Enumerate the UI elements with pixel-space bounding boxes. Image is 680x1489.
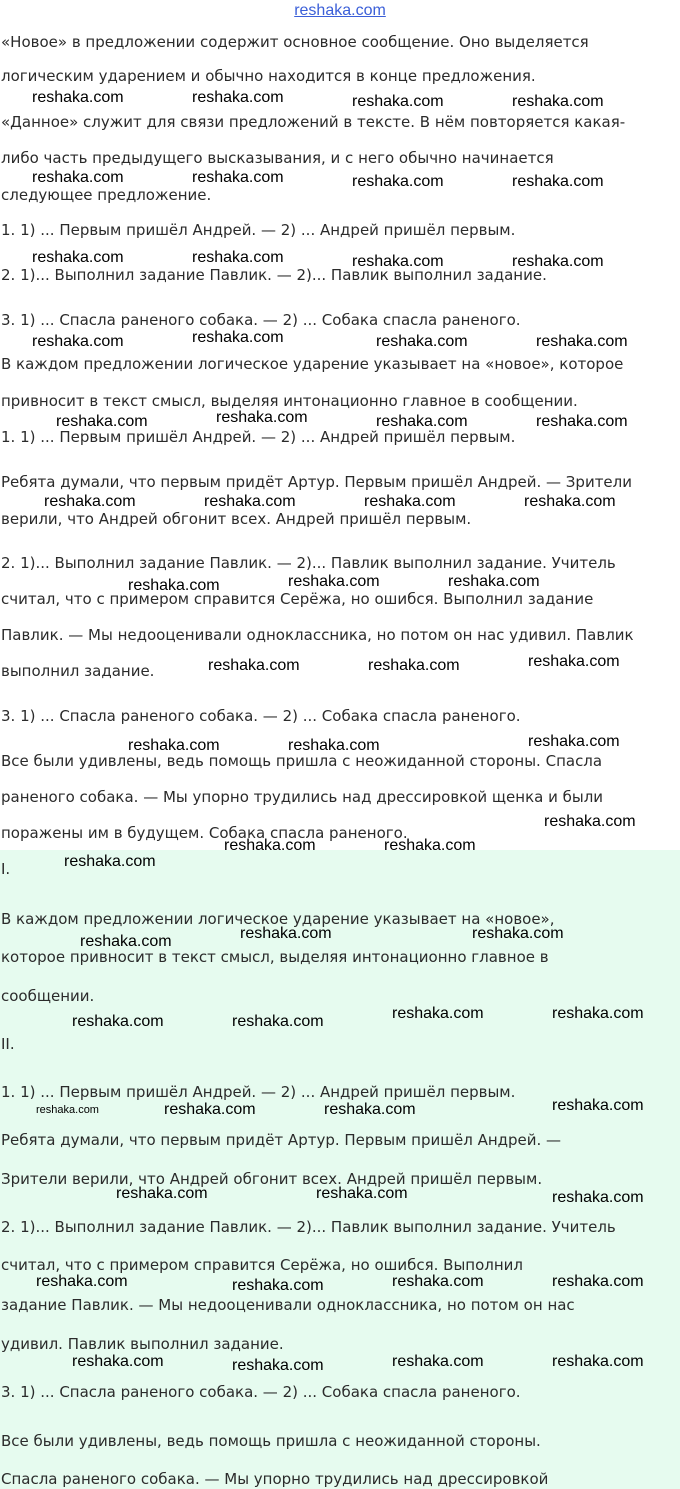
watermark: reshaka.com: [524, 493, 616, 510]
example-line: 2. 1)... Выполнил задание Павлик. — 2)... Павлик выполнил задание.: [1, 266, 547, 284]
answer-line: считал, что с примером справится Серёжа, но ошибся. Выполнил задание: [1, 590, 594, 608]
watermark: reshaka.com: [536, 333, 628, 350]
watermark: reshaka.com: [32, 169, 124, 186]
watermark: reshaka.com: [288, 573, 380, 590]
watermark: reshaka.com: [392, 1005, 484, 1022]
watermark: reshaka.com: [64, 853, 156, 870]
watermark: reshaka.com: [232, 1357, 324, 1374]
watermark: reshaka.com: [224, 837, 316, 854]
solution-line: Ребята думали, что первым придёт Артур. Первым пришёл Андрей. —: [1, 1131, 562, 1149]
watermark: reshaka.com: [204, 493, 296, 510]
theory-line: следующее предложение.: [1, 186, 212, 204]
watermark: reshaka.com: [164, 1101, 256, 1118]
watermark: reshaka.com: [56, 413, 148, 430]
watermark: reshaka.com: [368, 657, 460, 674]
watermark: reshaka.com: [352, 173, 444, 190]
theory-line: либо часть предыдущего высказывания, и с него обычно начинается: [1, 149, 554, 167]
answer-line: Ребята думали, что первым придёт Артур. Первым пришёл Андрей. — Зрители: [1, 473, 632, 491]
watermark: reshaka.com: [36, 1273, 128, 1290]
solution-line: Зрители верили, что Андрей обгонит всех. Андрей пришёл первым.: [1, 1170, 543, 1188]
watermark: reshaka.com: [324, 1101, 416, 1118]
watermark: reshaka.com: [72, 1013, 164, 1030]
solution-line: которое привносит в текст смысл, выделяя интонационно главное в: [1, 948, 549, 966]
watermark: reshaka.com: [544, 813, 636, 830]
watermark: reshaka.com: [512, 253, 604, 270]
watermark: reshaka.com: [192, 169, 284, 186]
watermark: reshaka.com: [192, 249, 284, 266]
watermark: reshaka.com: [552, 1189, 644, 1206]
watermark: reshaka.com: [240, 925, 332, 942]
solution-line: Спасла раненого собака. — Мы упорно трудились над дрессировкой: [1, 1470, 549, 1488]
answer-line: 2. 1)... Выполнил задание Павлик. — 2)... Павлик выполнил задание. Учитель: [1, 554, 616, 572]
answer-line: поражены им в будущем. Собака спасла раненого.: [1, 824, 408, 842]
watermark: reshaka.com: [352, 93, 444, 110]
watermark: reshaka.com: [472, 925, 564, 942]
watermark: reshaka.com: [392, 1353, 484, 1370]
solution-line: 3. 1) ... Спасла раненого собака. — 2) ... Собака спасла раненого.: [1, 1383, 521, 1401]
answer-line: 3. 1) ... Спасла раненого собака. — 2) ... Собака спасла раненого.: [1, 707, 521, 725]
watermark: reshaka.com: [552, 1005, 644, 1022]
solution-part1-label: I.: [1, 860, 11, 878]
explanation-line: В каждом предложении логическое ударение указывает на «новое», которое: [1, 355, 624, 373]
watermark: reshaka.com: [552, 1097, 644, 1114]
watermark: reshaka.com: [528, 733, 620, 750]
watermark: reshaka.com: [216, 409, 308, 426]
theory-line: «Новое» в предложении содержит основное сообщение. Оно выделяется: [1, 33, 589, 51]
solution-line: считал, что с примером справится Серёжа, но ошибся. Выполнил: [1, 1256, 524, 1274]
watermark: reshaka.com: [364, 493, 456, 510]
answer-line: верили, что Андрей обгонит всех. Андрей пришёл первым.: [1, 510, 472, 528]
theory-line: «Данное» служит для связи предложений в тексте. В нём повторяется какая-: [1, 113, 626, 131]
answer-line: Павлик. — Мы недооценивали одноклассника, но потом он нас удивил. Павлик: [1, 626, 634, 644]
example-line: 1. 1) ... Первым пришёл Андрей. — 2) ... Андрей пришёл первым.: [1, 221, 516, 239]
watermark: reshaka.com: [512, 93, 604, 110]
solution-line: В каждом предложении логическое ударение указывает на «новое»,: [1, 910, 555, 928]
watermark: reshaka.com: [192, 89, 284, 106]
solution-line: сообщении.: [1, 987, 95, 1005]
watermark: reshaka.com: [552, 1353, 644, 1370]
watermark: reshaka.com: [536, 413, 628, 430]
watermark: reshaka.com: [512, 173, 604, 190]
site-header-link[interactable]: reshaka.com: [294, 2, 386, 19]
watermark: reshaka.com: [116, 1185, 208, 1202]
watermark: reshaka.com: [80, 933, 172, 950]
answer-line: раненого собака. — Мы упорно трудились над дрессировкой щенка и были: [1, 788, 604, 806]
explanation-line: привносит в текст смысл, выделяя интонационно главное в сообщении.: [1, 392, 578, 410]
watermark: reshaka.com: [392, 1273, 484, 1290]
watermark: reshaka.com: [192, 329, 284, 346]
solution-line: Все были удивлены, ведь помощь пришла с неожиданной стороны.: [1, 1432, 541, 1450]
answer-line: Все были удивлены, ведь помощь пришла с неожиданной стороны. Спасла: [1, 752, 603, 770]
watermark: reshaka.com: [552, 1273, 644, 1290]
watermark: reshaka.com: [232, 1277, 324, 1294]
solution-line: 2. 1)... Выполнил задание Павлик. — 2)... Павлик выполнил задание. Учитель: [1, 1218, 616, 1236]
watermark: reshaka.com: [384, 837, 476, 854]
watermark: reshaka.com: [44, 493, 136, 510]
example-line: 3. 1) ... Спасла раненого собака. — 2) ... Собака спасла раненого.: [1, 311, 521, 329]
watermark: reshaka.com: [72, 1353, 164, 1370]
watermark: reshaka.com: [208, 657, 300, 674]
solution-line: 1. 1) ... Первым пришёл Андрей. — 2) ... Андрей пришёл первым.: [1, 1083, 516, 1101]
watermark: reshaka.com: [528, 653, 620, 670]
solution-line: задание Павлик. — Мы недооценивали одноклассника, но потом он нас: [1, 1296, 575, 1314]
watermark: reshaka.com: [32, 333, 124, 350]
solution-part2-label: II.: [1, 1035, 15, 1053]
answer-line: выполнил задание.: [1, 662, 155, 680]
watermark: reshaka.com: [32, 249, 124, 266]
watermark: reshaka.com: [32, 89, 124, 106]
solution-line: удивил. Павлик выполнил задание.: [1, 1335, 284, 1353]
theory-line: логическим ударением и обычно находится в конце предложения.: [1, 67, 536, 85]
watermark: reshaka.com: [232, 1013, 324, 1030]
answer-line: 1. 1) ... Первым пришёл Андрей. — 2) ... Андрей пришёл первым.: [1, 428, 516, 446]
watermark: reshaka.com: [288, 737, 380, 754]
watermark: reshaka.com: [376, 413, 468, 430]
watermark: reshaka.com: [376, 333, 468, 350]
watermark: reshaka.com: [128, 577, 220, 594]
watermark: reshaka.com: [36, 1104, 99, 1116]
watermark: reshaka.com: [128, 737, 220, 754]
watermark: reshaka.com: [352, 253, 444, 270]
watermark: reshaka.com: [316, 1185, 408, 1202]
watermark: reshaka.com: [448, 573, 540, 590]
